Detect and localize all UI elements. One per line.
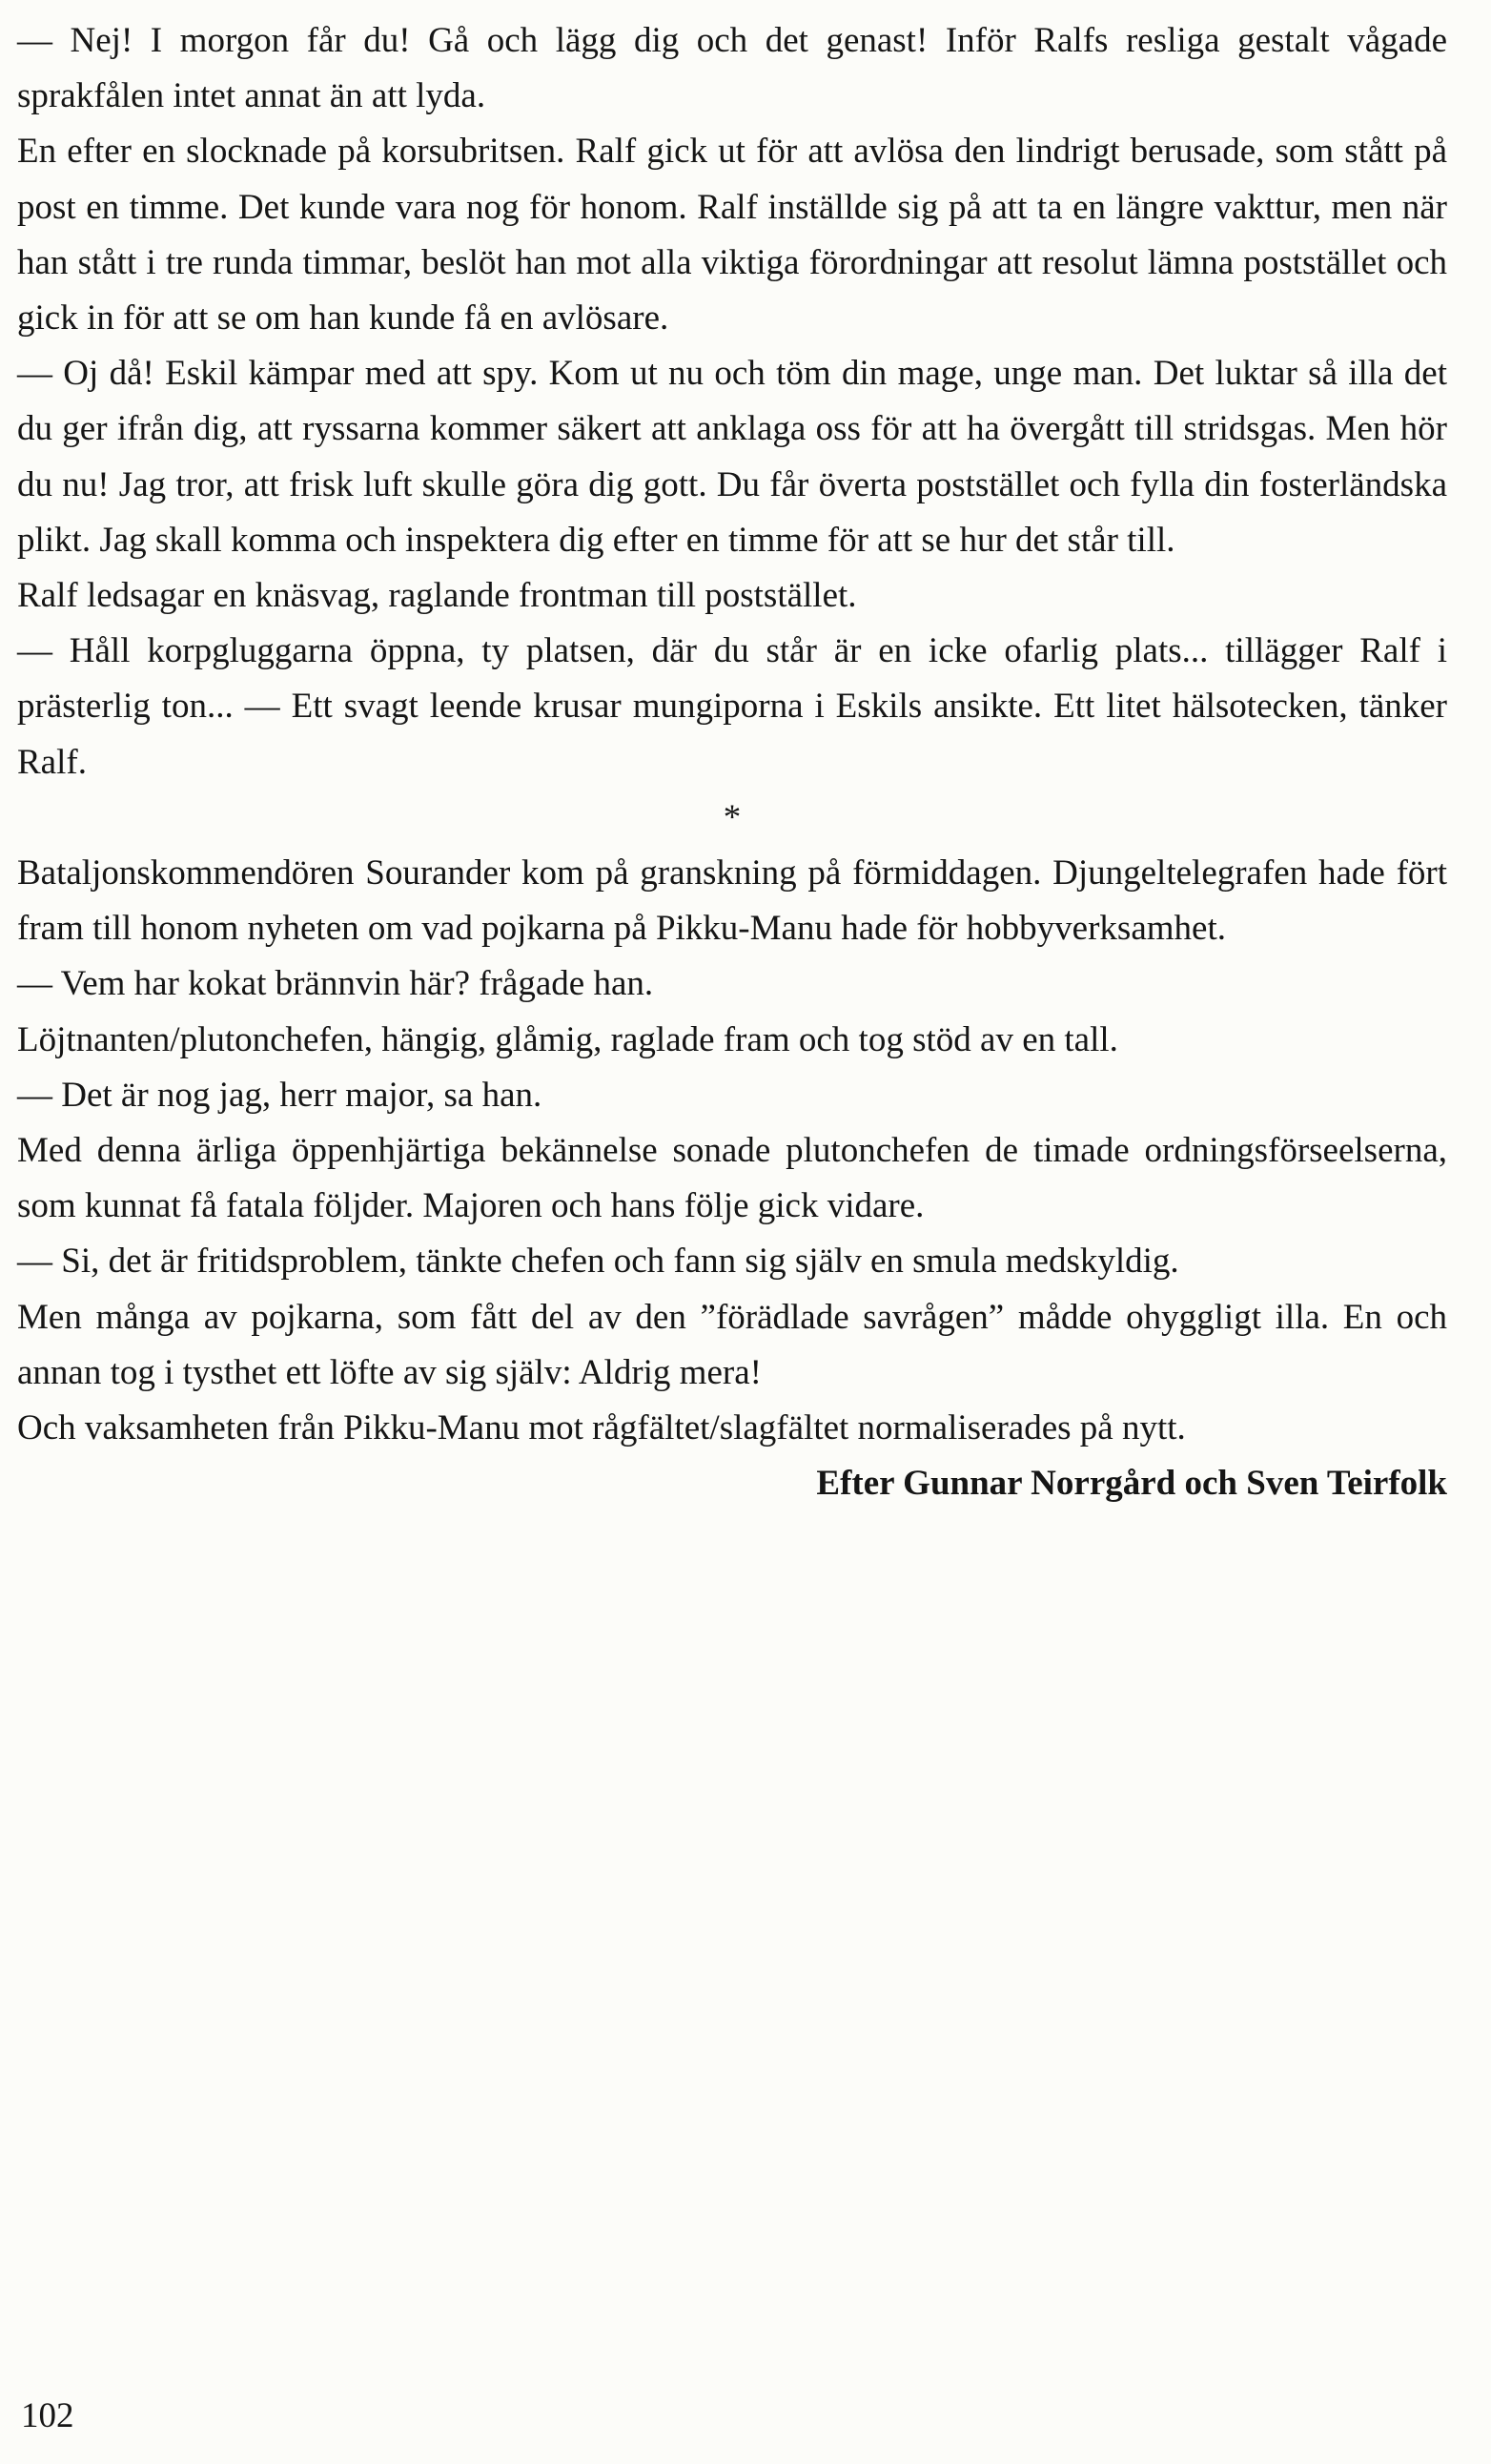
section-separator: * (723, 797, 742, 837)
paragraph: — Det är nog jag, herr major, sa han. (17, 1075, 542, 1115)
paragraph: Men många av pojkarna, som fått del av den ”förädlade savrågen” mådde ohyggligt illa. En och annan tog i tysthet ett löfte av sig själv: Aldrig mera! (17, 1297, 1447, 1392)
paragraph: — Håll korpgluggarna öppna, ty platsen, där du står är en icke ofarlig plats... tillägger Ralf i prästerlig ton... — Ett svagt leende krusar mungiporna i Eskils ansikte. Ett litet hälsotecken, tänker Ralf. (17, 631, 1447, 782)
body-text (17, 13, 1447, 1511)
paragraph: Ralf ledsagar en knäsvag, raglande frontman till poststället. (17, 576, 857, 616)
paragraph: Löjtnanten/plutonchefen, hängig, glåmig, raglade fram och tog stöd av en tall. (17, 1019, 1118, 1059)
paragraph: Och vaksamheten från Pikku-Manu mot rågfältet/slagfältet normaliserades på nytt. (17, 1408, 1186, 1448)
paragraph: Bataljonskommendören Sourander kom på granskning på förmiddagen. Djungeltelegrafen hade fört fram till honom nyheten om vad pojkarna på Pikku-Manu hade för hobbyverksamhet. (17, 853, 1447, 949)
paragraph: — Oj då! Eskil kämpar med att spy. Kom ut nu och töm din mage, unge man. Det luktar så illa det du ger ifrån dig, att ryssarna kommer säkert att anklaga oss för att ha övergått till stridsgas. Men hör du nu! Jag tror, att frisk luft skulle göra dig gott. Du får överta poststället och fylla din fosterländska plikt. Jag skall komma och inspektera dig efter en timme för att se hur det står till. (17, 354, 1447, 560)
paragraph: En efter en slocknade på korsubritsen. Ralf gick ut för att avlösa den lindrigt berusade, som stått på post en timme. Det kunde vara nog för honom. Ralf inställde sig på att ta en längre vakttur, men när han stått i tre runda timmar, beslöt han mot alla viktiga förordningar att resolut lämna poststället och gick in för att se om han kunde få en avlösare. (17, 132, 1447, 339)
paragraph: — Nej! I morgon får du! Gå och lägg dig och det genast! Inför Ralfs resliga gestalt vågade sprakfålen intet annat än att lyda. (17, 21, 1447, 116)
paragraph: — Vem har kokat brännvin här? frågade han. (17, 964, 654, 1004)
paragraph: — Si, det är fritidsproblem, tänkte chefen och fann sig själv en smula medskyldig. (17, 1242, 1179, 1282)
paragraph: Med denna ärliga öppenhjärtiga bekännelse sonade plutonchefen de timade ordningsförseelserna, som kunnat få fatala följder. Majoren och hans följe gick vidare. (17, 1131, 1447, 1226)
author-credit: Efter Gunnar Norrgård och Sven Teirfolk (816, 1464, 1447, 1504)
page-number: 102 (21, 2396, 74, 2435)
